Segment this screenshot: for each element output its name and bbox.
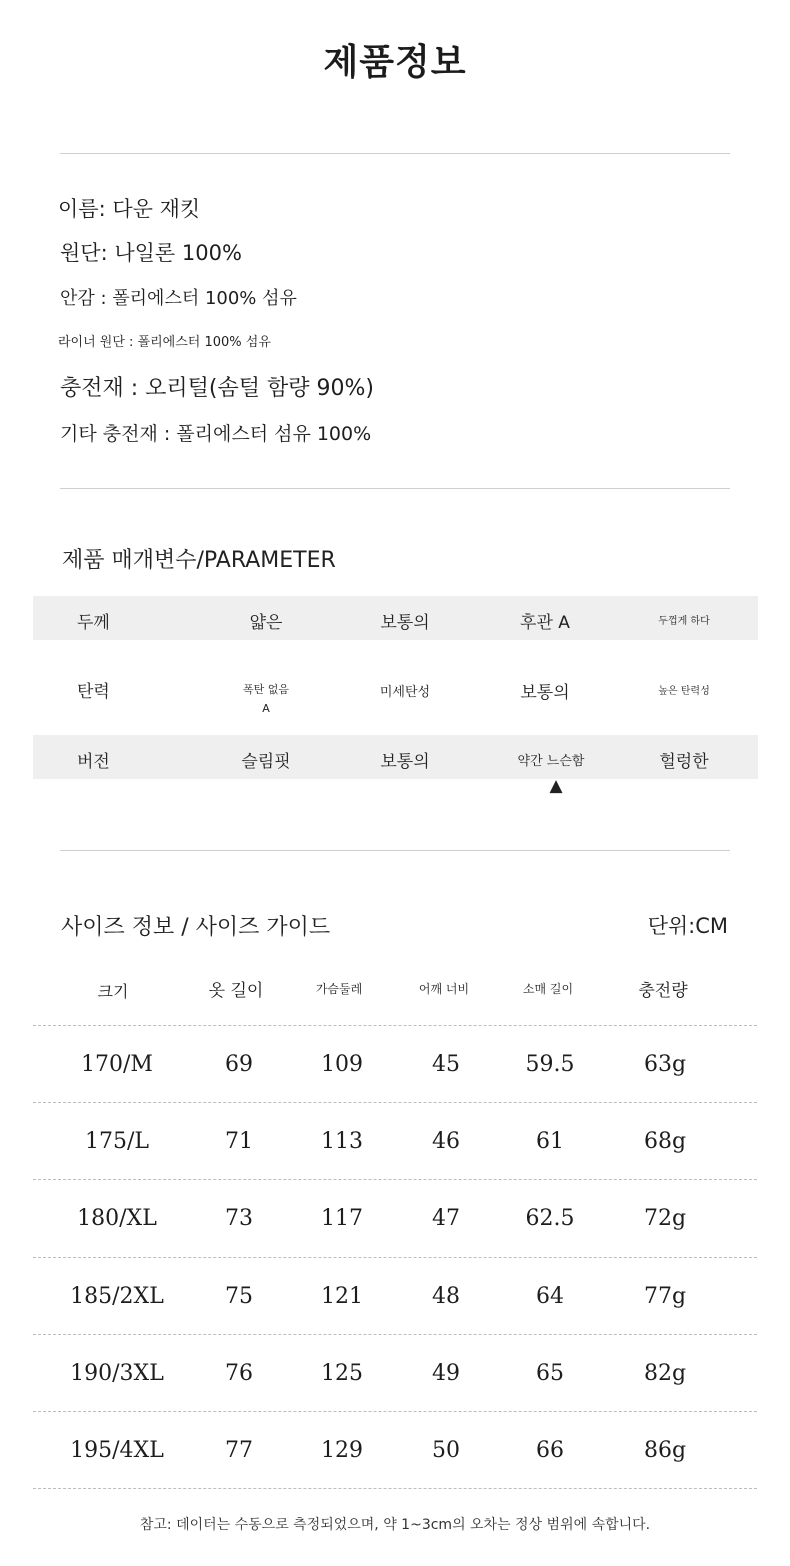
size-cell: 180/XL [77, 1206, 157, 1231]
table-cell: 71 [225, 1129, 253, 1154]
size-cell: 190/3XL [70, 1361, 164, 1386]
table-cell: 49 [432, 1361, 460, 1386]
size-cell: 170/M [81, 1052, 153, 1077]
size-guide-heading: 사이즈 정보 / 사이즈 가이드 [61, 915, 331, 940]
param-option: 보통의 [520, 683, 570, 703]
divider [60, 850, 730, 851]
table-cell: 50 [432, 1438, 460, 1463]
table-cell: 62.5 [525, 1206, 575, 1231]
table-cell: 82g [643, 1361, 687, 1386]
param-selected-marker: A [262, 702, 270, 715]
column-header-size: 크기 [97, 982, 129, 1001]
table-cell: 117 [321, 1206, 363, 1231]
spec-lining: 안감 : 폴리에스터 100% 섬유 [60, 288, 297, 309]
unit-label: 단위:CM [647, 914, 728, 938]
table-cell: 77g [643, 1284, 687, 1309]
table-cell: 121 [321, 1284, 363, 1309]
param-option: 미세탄성 [379, 685, 431, 700]
table-cell: 59.5 [525, 1052, 575, 1077]
param-label-elasticity: 탄력 [77, 682, 110, 702]
table-cell: 125 [321, 1361, 363, 1386]
table-cell: 73 [225, 1206, 253, 1231]
row-separator [33, 1257, 757, 1258]
column-header-length: 옷 길이 [208, 981, 264, 1001]
param-option: 높은 탄력성 [658, 686, 710, 697]
page-title: 제품정보 [323, 42, 467, 83]
param-option: 헐렁한 [659, 752, 709, 772]
param-option: 얇은 [249, 613, 283, 633]
table-cell: 47 [432, 1206, 460, 1231]
column-header-shoulder: 어깨 너비 [418, 982, 470, 996]
table-cell: 61 [536, 1129, 564, 1154]
spec-filling: 충전재 : 오리털(솜털 함량 90%) [60, 376, 374, 401]
param-selected-marker-icon: ▲ [549, 776, 563, 796]
table-cell: 129 [321, 1438, 363, 1463]
column-header-chest: 가슴둘레 [315, 982, 363, 996]
param-option: 두껍게 하다 [658, 616, 710, 627]
param-option: 폭탄 없음 [242, 683, 289, 696]
table-cell: 72g [643, 1206, 687, 1231]
spec-liner-fabric: 라이너 원단 : 폴리에스터 100% 섬유 [58, 335, 271, 350]
table-cell: 77 [225, 1438, 253, 1463]
row-separator [33, 1334, 757, 1335]
table-cell: 113 [321, 1129, 363, 1154]
size-cell: 195/4XL [70, 1438, 164, 1463]
table-cell: 65 [536, 1361, 564, 1386]
divider [60, 488, 730, 489]
param-option: 보통의 [380, 752, 430, 772]
param-option: 후관 A [520, 613, 570, 633]
table-cell: 69 [225, 1052, 253, 1077]
param-option: 슬림핏 [241, 752, 291, 772]
spec-name: 이름: 다운 재킷 [58, 197, 201, 221]
parameter-heading: 제품 매개변수/PARAMETER [62, 548, 336, 573]
measurement-note: 참고: 데이터는 수동으로 측정되었으며, 약 1~3cm의 오차는 정상 범위에 속합니다. [139, 1517, 651, 1533]
row-separator [33, 1179, 757, 1180]
param-option: 약간 느슨함 [517, 754, 585, 769]
spec-fabric: 원단: 나일론 100% [60, 241, 242, 265]
table-cell: 76 [225, 1361, 253, 1386]
row-separator [33, 1025, 757, 1026]
divider [60, 153, 730, 154]
table-cell: 48 [432, 1284, 460, 1309]
param-option: 보통의 [380, 613, 430, 633]
param-label-fit: 버전 [77, 752, 110, 772]
table-cell: 86g [643, 1438, 687, 1463]
table-cell: 68g [643, 1129, 687, 1154]
table-cell: 63g [643, 1052, 687, 1077]
row-separator [33, 1488, 757, 1489]
table-cell: 45 [432, 1052, 460, 1077]
table-cell: 75 [225, 1284, 253, 1309]
table-cell: 46 [432, 1129, 460, 1154]
column-header-sleeve: 소매 길이 [522, 982, 574, 996]
row-separator [33, 1102, 757, 1103]
size-cell: 175/L [84, 1129, 149, 1154]
column-header-fill: 충전량 [638, 981, 688, 1001]
spec-other-filling: 기타 충전재 : 폴리에스터 섬유 100% [60, 423, 372, 445]
param-label-thickness: 두께 [77, 613, 110, 633]
table-cell: 66 [536, 1438, 564, 1463]
table-cell: 109 [321, 1052, 363, 1077]
size-cell: 185/2XL [70, 1284, 164, 1309]
row-separator [33, 1411, 757, 1412]
table-cell: 64 [536, 1284, 564, 1309]
